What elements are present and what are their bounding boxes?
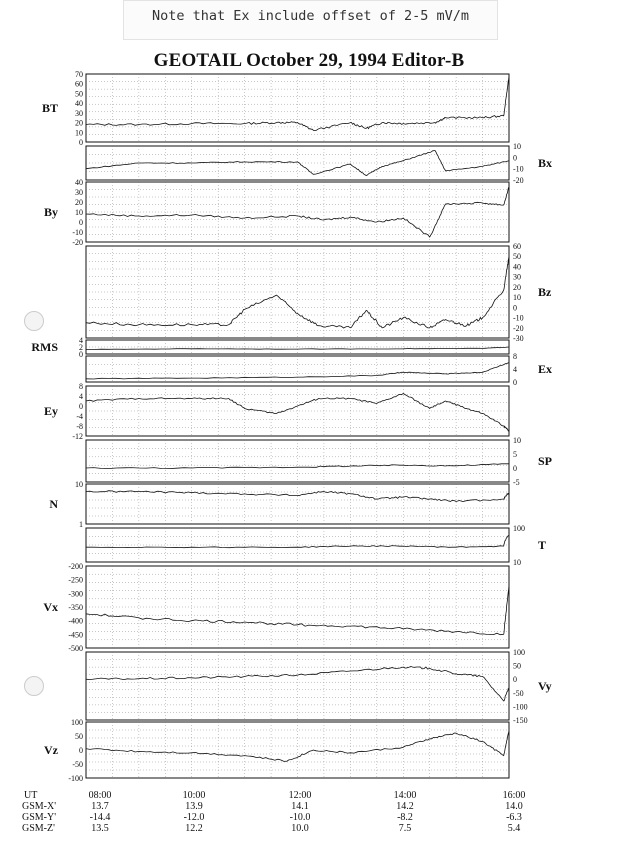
y-tick-label: -100 <box>68 774 83 783</box>
chart-title: GEOTAIL October 29, 1994 Editor-B <box>153 50 465 71</box>
y-tick-label: 10 <box>75 128 83 138</box>
y-tick-label: 30 <box>513 272 521 282</box>
y-tick-label: 0 <box>513 464 517 473</box>
y-tick-label: 50 <box>75 732 83 741</box>
y-tick-label: 10 <box>75 480 83 489</box>
footer-ut-value: 12:00 <box>288 790 312 801</box>
y-tick-label: -300 <box>68 589 83 599</box>
y-tick-label: 40 <box>513 262 521 272</box>
y-tick-label: 10 <box>75 208 83 217</box>
y-tick-label: 40 <box>75 99 83 109</box>
footer-row-value: -6.3 <box>506 812 522 823</box>
y-tick-label: -20 <box>72 238 83 247</box>
y-tick-label: 4 <box>513 365 517 374</box>
series-line-bt <box>86 76 509 131</box>
y-tick-label: -10 <box>72 228 83 237</box>
y-tick-label: -12 <box>72 432 83 441</box>
y-tick-label: 20 <box>75 198 83 207</box>
footer-row-value: 5.4 <box>507 823 521 834</box>
series-line-vy <box>86 666 509 701</box>
y-tick-label: 50 <box>75 89 83 99</box>
y-tick-label: -350 <box>68 603 83 612</box>
panel-label-vz: Vz <box>44 743 58 757</box>
y-tick-label: -50 <box>72 760 83 769</box>
footer-row-value: 13.7 <box>91 801 109 812</box>
y-tick-label: 50 <box>513 252 521 262</box>
y-tick-label: 0 <box>79 402 83 411</box>
y-tick-label: 20 <box>75 118 83 128</box>
y-tick-label: 10 <box>513 558 521 567</box>
y-tick-label: -500 <box>68 644 83 653</box>
y-tick-label: 0 <box>513 153 517 163</box>
y-tick-label: 40 <box>75 178 83 187</box>
y-tick-label: 0 <box>79 350 83 359</box>
panel-label-vy: Vy <box>538 679 552 693</box>
y-tick-label: 30 <box>75 188 83 197</box>
panel-label-sp: SP <box>538 454 553 468</box>
y-tick-label: 100 <box>513 648 525 657</box>
y-tick-label: 0 <box>79 746 83 755</box>
y-tick-label: -250 <box>68 575 83 585</box>
y-tick-label: 100 <box>513 524 525 533</box>
y-tick-label: 100 <box>71 718 83 727</box>
series-line-rms <box>86 347 509 350</box>
y-tick-label: 50 <box>513 661 521 671</box>
y-tick-label: -30 <box>513 334 524 343</box>
y-tick-label: 10 <box>513 142 521 151</box>
y-tick-label: 8 <box>79 382 83 391</box>
series-line-ex <box>86 363 509 380</box>
y-tick-label: -20 <box>513 323 524 333</box>
y-tick-label: -150 <box>513 716 528 725</box>
footer-row-value: 13.5 <box>91 823 109 834</box>
y-tick-label: 0 <box>513 675 517 685</box>
offset-note: Note that Ex include offset of 2-5 mV/m <box>152 8 469 24</box>
footer-ut-value: 16:00 <box>502 790 526 801</box>
panel-label-n: N <box>49 497 58 511</box>
panel-label-vx: Vx <box>43 600 58 614</box>
footer-row-label: GSM-X' <box>22 801 57 812</box>
y-tick-label: 0 <box>79 138 83 147</box>
y-tick-label: -400 <box>68 616 83 626</box>
y-tick-label: 4 <box>79 336 83 345</box>
footer-row-value: 7.5 <box>398 823 412 834</box>
y-tick-label: -10 <box>513 313 524 323</box>
y-tick-label: 30 <box>75 108 83 118</box>
footer-row-value: 14.0 <box>505 801 523 812</box>
y-tick-label: 0 <box>79 218 83 227</box>
panel-label-ey: Ey <box>43 404 58 418</box>
footer-row-value: 10.0 <box>291 823 309 834</box>
y-tick-label: 2 <box>79 343 83 352</box>
footer-row-value: -14.4 <box>89 812 111 823</box>
panel-label-bz: Bz <box>538 285 552 299</box>
footer-row-value: 14.2 <box>396 801 414 812</box>
y-tick-label: 5 <box>513 450 517 459</box>
y-tick-label: 60 <box>513 242 521 251</box>
footer-ut-value: 08:00 <box>88 790 112 801</box>
panel-label-rms: RMS <box>31 340 58 354</box>
panel-label-t: T <box>538 538 547 552</box>
y-tick-label: 20 <box>513 282 521 292</box>
panel-label-by: By <box>43 205 58 219</box>
panel-label-bt: BT <box>41 101 58 115</box>
y-tick-label: -100 <box>513 702 528 712</box>
series-line-bx <box>86 151 509 176</box>
footer-row-value: 12.2 <box>185 823 203 834</box>
footer-row-value: 14.1 <box>291 801 309 812</box>
y-tick-label: 0 <box>513 303 517 313</box>
y-tick-label: 0 <box>513 378 517 387</box>
y-tick-label: 10 <box>513 293 521 303</box>
y-tick-label: 8 <box>513 352 517 361</box>
footer-row-value: -8.2 <box>397 812 413 823</box>
y-tick-label: -20 <box>513 176 524 185</box>
footer-ut-label: UT <box>24 790 38 801</box>
y-tick-label: -450 <box>68 630 83 640</box>
footer-row-value: -10.0 <box>289 812 311 823</box>
y-tick-label: -10 <box>513 164 524 174</box>
footer-ut-value: 10:00 <box>182 790 206 801</box>
y-tick-label: -8 <box>76 422 83 431</box>
footer-row-label: GSM-Y' <box>22 812 57 823</box>
y-tick-label: 10 <box>513 436 521 445</box>
y-tick-label: 60 <box>75 79 83 89</box>
series-line-vx <box>86 585 509 635</box>
panel-label-ex: Ex <box>538 362 553 376</box>
footer-row-value: 13.9 <box>185 801 203 812</box>
y-tick-label: 4 <box>79 392 83 401</box>
y-tick-label: -200 <box>68 562 83 571</box>
y-tick-label: 1 <box>79 520 83 529</box>
y-tick-label: -5 <box>513 478 520 487</box>
footer-row-value: -12.0 <box>183 812 205 823</box>
footer-ut-value: 14:00 <box>393 790 417 801</box>
panel-label-bx: Bx <box>538 156 553 170</box>
y-tick-label: -50 <box>513 688 524 698</box>
footer-row-label: GSM-Z' <box>22 823 55 834</box>
y-tick-label: 70 <box>75 70 83 79</box>
y-tick-label: -4 <box>76 412 83 421</box>
